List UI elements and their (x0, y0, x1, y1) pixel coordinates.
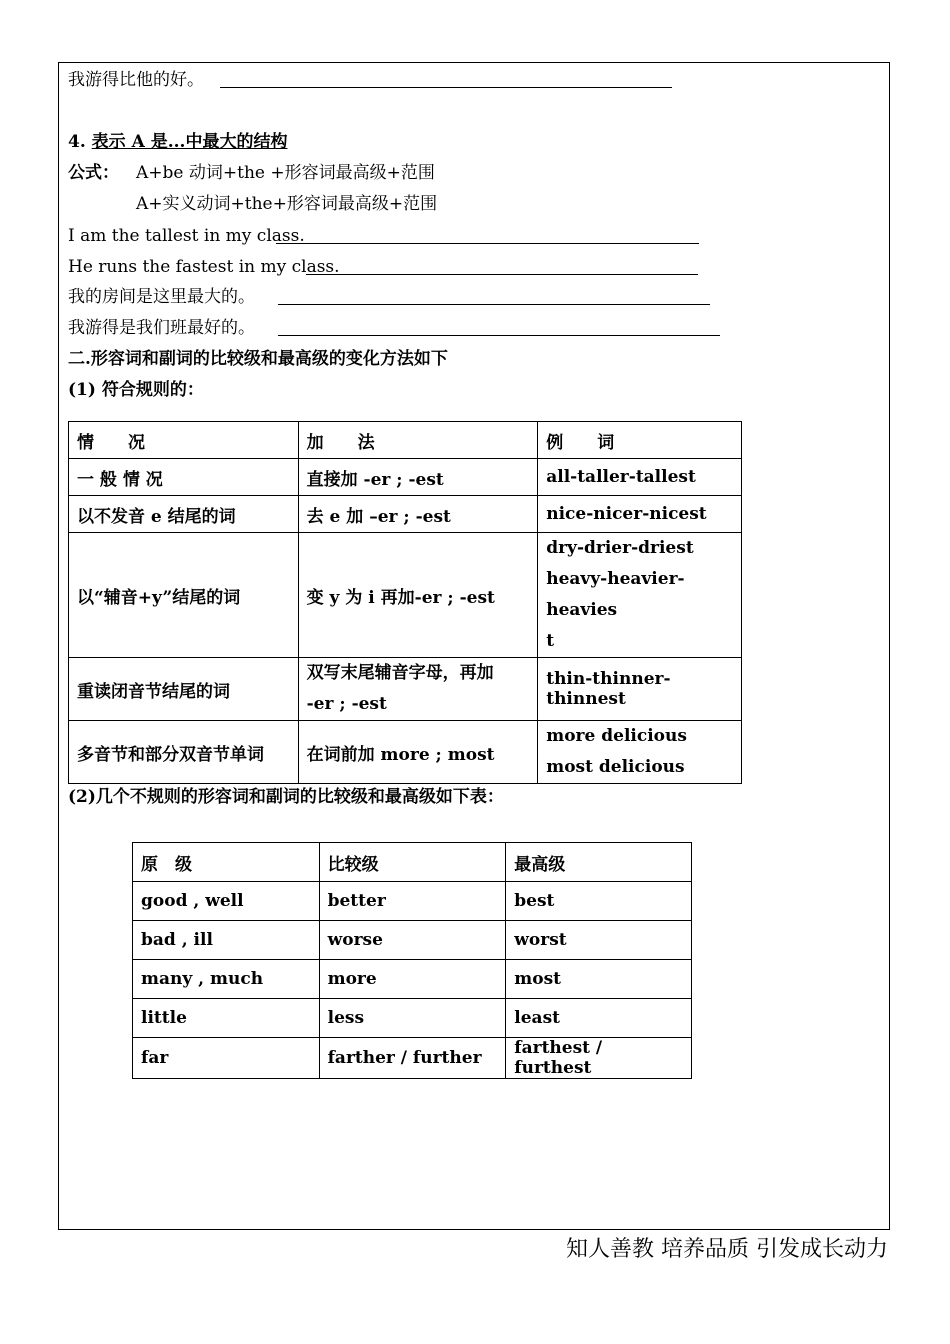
irregular-forms-table (132, 842, 692, 1079)
section-4-heading (68, 132, 287, 152)
table-cell: 多音节和部分双音节单词 (69, 721, 299, 784)
answer-blank-4[interactable] (278, 304, 710, 305)
header-cell: 加 法 (298, 422, 538, 459)
cell-line: more delicious (546, 726, 687, 746)
formula-1: A+be 动词+the +形容词最高级+范围 (136, 163, 435, 183)
section-4-title: 表示 A 是...中最大的结构 (91, 132, 288, 152)
answer-blank-2[interactable] (276, 243, 699, 244)
table-cell: 变 y 为 i 再加-er ; -est (298, 533, 538, 658)
footer-slogan: 知人善教 培养品质 引发成长动力 (566, 1237, 888, 1262)
table-row (133, 882, 692, 921)
table-cell: farthest / furthest (506, 1038, 692, 1079)
regular-rules-table (68, 421, 742, 784)
table-row (69, 496, 742, 533)
table-cell: best (506, 882, 692, 921)
table-row (133, 1038, 692, 1079)
table-row (69, 533, 742, 658)
table-cell: thin-thinner-thinnest (538, 658, 742, 721)
table-cell: nice-nicer-nicest (538, 496, 742, 533)
cell-line: t (546, 631, 555, 651)
header-cell: 最高级 (506, 843, 692, 882)
header-cell: 例 词 (538, 422, 742, 459)
sentence-line-1: 我游得比他的好。 (68, 70, 204, 90)
table-row (69, 721, 742, 784)
answer-blank-3[interactable] (306, 274, 698, 275)
cell-line: -er ; -est (306, 694, 387, 714)
table-cell: 重读闭音节结尾的词 (69, 658, 299, 721)
table-cell: 以不发音 e 结尾的词 (69, 496, 299, 533)
table-header-row (69, 422, 742, 459)
example-3: 我的房间是这里最大的。 (68, 287, 255, 307)
table-cell: little (133, 999, 320, 1038)
example-2: He runs the fastest in my class. (68, 257, 340, 277)
table-cell: most (506, 960, 692, 999)
table-cell: 在词前加 more ; most (298, 721, 538, 784)
table-row (133, 999, 692, 1038)
formula-label: 公式： (68, 163, 119, 183)
table-row (133, 960, 692, 999)
table-cell: least (506, 999, 692, 1038)
table-cell (538, 721, 742, 784)
table-row (69, 658, 742, 721)
table-cell: many , much (133, 960, 320, 999)
cell-line: dry-drier-driest (546, 538, 694, 558)
table-cell: all-taller-tallest (538, 459, 742, 496)
cell-line: heavy-heavier-heavies (546, 569, 685, 620)
table-cell: better (319, 882, 506, 921)
section-4-number: 4. (68, 132, 92, 152)
table-row (69, 459, 742, 496)
table-cell: 一 般 情 况 (69, 459, 299, 496)
section-2-heading: 二.形容词和副词的比较级和最高级的变化方法如下 (68, 349, 448, 369)
cell-line: most delicious (546, 757, 685, 777)
table-cell (298, 658, 538, 721)
header-cell: 原 级 (133, 843, 320, 882)
table-cell: far (133, 1038, 320, 1079)
subsection-2-heading: (2)几个不规则的形容词和副词的比较级和最高级如下表： (68, 787, 504, 807)
answer-blank-5[interactable] (278, 335, 720, 336)
table-cell: more (319, 960, 506, 999)
table-cell: farther / further (319, 1038, 506, 1079)
table-cell: worse (319, 921, 506, 960)
table-header-row (133, 843, 692, 882)
table-cell: bad , ill (133, 921, 320, 960)
table-cell: good , well (133, 882, 320, 921)
cell-line: 双写末尾辅音字母，再加 (306, 663, 494, 683)
example-1: I am the tallest in my class. (68, 226, 305, 246)
table-cell: worst (506, 921, 692, 960)
table-cell: 以“辅音+y”结尾的词 (69, 533, 299, 658)
example-4: 我游得是我们班最好的。 (68, 318, 255, 338)
header-cell: 比较级 (319, 843, 506, 882)
table-row (133, 921, 692, 960)
table-cell: 直接加 -er ; -est (298, 459, 538, 496)
answer-blank-1[interactable] (220, 87, 672, 88)
subsection-1-heading: (1) 符合规则的： (68, 380, 204, 400)
header-cell: 情 况 (69, 422, 299, 459)
formula-2: A+实义动词+the+形容词最高级+范围 (136, 194, 438, 214)
table-cell (538, 533, 742, 658)
table-cell: less (319, 999, 506, 1038)
table-cell: 去 e 加 –er ; -est (298, 496, 538, 533)
